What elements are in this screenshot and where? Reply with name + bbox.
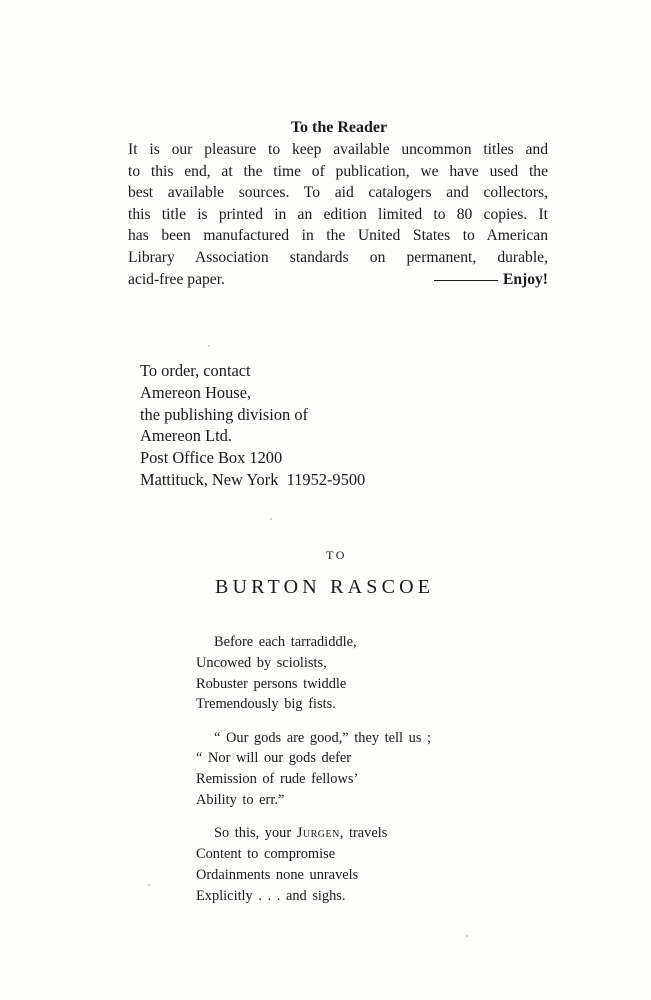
verse-line: Before each tarradiddle, [214, 634, 357, 650]
verse-line [196, 823, 431, 844]
scan-speck [208, 345, 210, 347]
to-the-reader-notice [128, 117, 548, 290]
address-line: the publishing division of [140, 404, 309, 424]
scan-speck [466, 935, 468, 937]
signoff-text: Enjoy! [502, 270, 548, 288]
address-line: Amereon Ltd. [140, 426, 232, 446]
book-title-jurgen: Jurgen [296, 825, 340, 842]
address-line: Post Office Box 1200 [140, 448, 283, 468]
verse-fragment: So this, your [214, 825, 297, 842]
dedicatee-name: BURTON RASCOE [215, 576, 435, 598]
notice-last-line [128, 269, 548, 291]
verse-line: “ Nor will our gods defer [196, 750, 352, 767]
scan-speck [270, 518, 272, 520]
address-line: To order, contact [140, 361, 251, 380]
scan-speck [148, 884, 150, 886]
verse-line: Uncowed by sciolists, [196, 654, 327, 671]
verse-line: Content to compromise [196, 846, 336, 863]
verse-line: Tremendously big fists. [196, 696, 336, 713]
verse-line: Ability to err.” [196, 792, 285, 809]
verse-line: Remission of rude fellows’ [196, 771, 359, 788]
notice-line: to this end, at the time of publication, we have used the [128, 162, 548, 180]
address-line: Mattituck, New York 11952-9500 [140, 469, 366, 489]
notice-line: Library Association standards on permanent, durable, [128, 248, 548, 266]
notice-title: To the Reader [290, 119, 388, 136]
notice-line: acid-free paper. [128, 270, 225, 288]
stanza [196, 728, 431, 811]
notice-line: It is our pleasure to keep available uncommon titles and [128, 141, 548, 158]
verse-fragment: , travels [339, 825, 388, 842]
verse-line: Ordainments none unravels [196, 866, 359, 883]
dedication-poem [196, 632, 431, 919]
dedication-to: TO [326, 548, 347, 562]
stanza [196, 632, 431, 715]
dash-rule [434, 280, 498, 281]
notice-line: best available sources. To aid catalogers and collectors, [128, 184, 548, 202]
notice-line: has been manufactured in the United States to American [128, 227, 548, 245]
signoff [434, 269, 548, 291]
stanza [196, 823, 431, 906]
notice-line: this title is printed in an edition limited to 80 copies. It [128, 205, 548, 223]
verse-line: “ Our gods are good,” they tell us ; [214, 729, 432, 746]
verse-line: Robuster persons twiddle [196, 675, 347, 692]
address-line: Amereon House, [140, 382, 252, 402]
order-address [140, 360, 365, 491]
verse-line: Explicitly . . . and sighs. [196, 887, 346, 904]
